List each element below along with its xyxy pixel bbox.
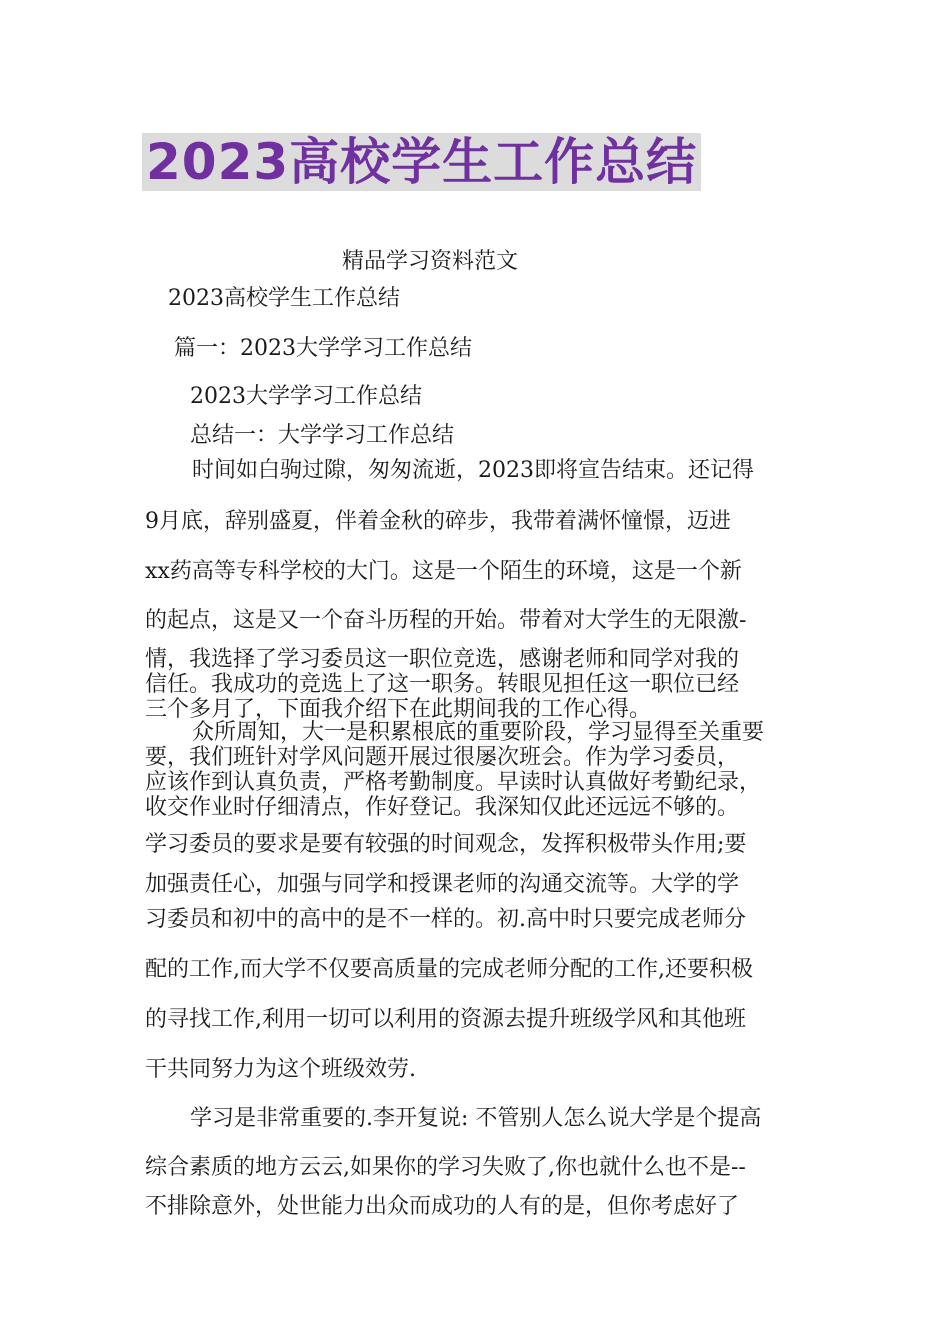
text-line: 配的工作,而大学不仅要高质量的完成老师分配的工作,还要积极 (145, 957, 753, 982)
text-line: 综合素质的地方云云,如果你的学习失败了,你也就什么也不是-- (145, 1155, 746, 1180)
text-line: 习委员和初中的高中的是不一样的。初.高中时只要完成老师分 (145, 907, 746, 932)
text-line: 的寻找工作,利用一切可以利用的资源去提升班级学风和其他班 (145, 1007, 746, 1032)
document-title: 2023高校学生工作总结 (142, 133, 701, 191)
text-line: 学习委员的要求是要有较强的时间观念，发挥积极带头作用;要 (145, 832, 747, 857)
text-line: 时间如白驹过隙，匆匆流逝，2023即将宣告结束。还记得 (192, 458, 754, 483)
text-line: 情，我选择了学习委员这一职位竞选，感谢老师和同学对我的 (145, 647, 740, 672)
text-line: 加强责任心，加强与同学和授课老师的沟通交流等。大学的学 (145, 872, 740, 897)
text-line: 学习是非常重要的.李开复说: 不管别人怎么说大学是个提高 (190, 1106, 762, 1131)
text-line: 2023高校学生工作总结 (168, 286, 400, 311)
text-line: 精品学习资料范文 (342, 249, 519, 274)
text-line: 信任。我成功的竞选上了这一职务。转眼见担任这一职位已经 (145, 672, 740, 697)
text-line: 的起点，这是又一个奋斗历程的开始。带着对大学生的无限激- (145, 608, 747, 633)
text-line: xx药高等专科学校的大门。这是一个陌生的环境，这是一个新 (145, 559, 742, 584)
text-line: 干共同努力为这个班级效劳. (145, 1057, 416, 1082)
text-line: 不排除意外，处世能力出众而成功的人有的是，但你考虑好了 (145, 1194, 740, 1219)
text-line: 要，我们班针对学风问题开展过很屡次班会。作为学习委员， (145, 745, 740, 770)
text-line: 2023大学学习工作总结 (190, 384, 422, 409)
text-line: 三个多月了，下面我介绍下在此期间我的工作心得。 (145, 697, 652, 722)
text-line: 9月底，辞别盛夏，伴着金秋的碎步，我带着满怀憧憬，迈进 (145, 509, 731, 534)
text-line: 收交作业时仔细清点，作好登记。我深知仅此还远远不够的。 (145, 795, 740, 820)
text-line: 篇一：2023大学学习工作总结 (174, 336, 472, 361)
text-line: 总结一：大学学习工作总结 (190, 423, 455, 448)
text-line: 众所周知，大一是积累根底的重要阶段，学习显得至关重要 (192, 720, 765, 745)
text-line: 应该作到认真负责，严格考勤制度。早读时认真做好考勤纪录， (145, 770, 762, 795)
